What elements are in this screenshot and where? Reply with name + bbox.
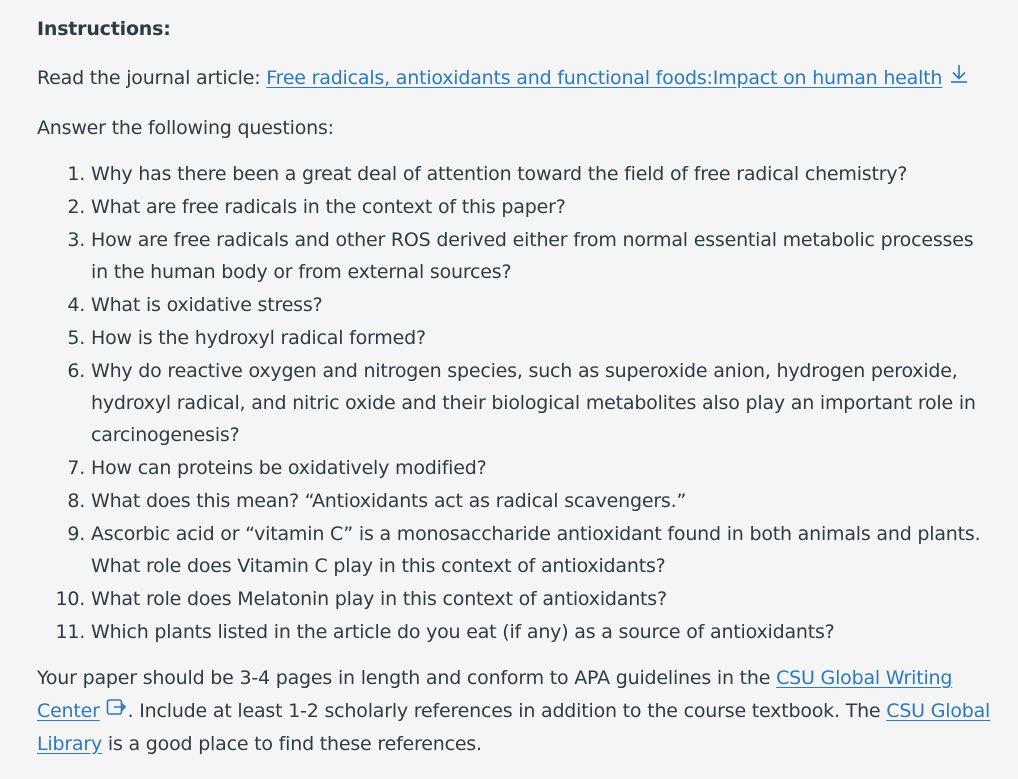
question-item: 2. What are free radicals in the context of this paper? — [91, 191, 996, 223]
read-prefix-text: Read the journal article: — [37, 67, 267, 89]
question-item: 8. What does this mean? “Antioxidants act as radical scavengers.” — [91, 485, 996, 517]
question-item: 3. How are free radicals and other ROS derived either from normal essential metabolic processes in the human body or from external sources? — [91, 224, 996, 288]
question-item: 9. Ascorbic acid or “vitamin C” is a monosaccharide antioxidant found in both animals and plants. What role does Vitamin C play in this context of antioxidants? — [91, 518, 996, 582]
writing-center-link[interactable]: CSU Global Writing Center — [37, 666, 953, 722]
question-list — [37, 158, 996, 648]
library-link[interactable]: CSU Global Library — [37, 699, 991, 755]
question-item: 4. What is oxidative stress? — [91, 289, 996, 321]
paper-prefix-text: Your paper should be 3-4 pages in length and conform to APA guidelines in the — [37, 666, 777, 689]
question-item: 5. How is the hydroxyl radical formed? — [91, 322, 996, 354]
read-article-paragraph — [37, 62, 996, 95]
question-item: 6. Why do reactive oxygen and nitrogen species, such as superoxide anion, hydrogen peroxide, hydroxyl radical, and nitric oxide and their biological metabolites also play an important role in carcinogenesis? — [91, 355, 996, 451]
article-link[interactable]: Free radicals, antioxidants and functional foods:Impact on human health — [266, 67, 943, 89]
paper-suffix-text: is a good place to find these references. — [102, 732, 482, 755]
question-item: 1. Why has there been a great deal of attention toward the field of free radical chemistry? — [91, 158, 996, 190]
download-icon[interactable] — [948, 63, 970, 95]
instructions-heading: Instructions: — [37, 18, 171, 40]
question-item: 10. What role does Melatonin play in this context of antioxidants? — [91, 583, 996, 615]
paper-requirements-paragraph — [37, 662, 996, 761]
question-item: 11. Which plants listed in the article do you eat (if any) as a source of antioxidants? — [91, 616, 996, 648]
paper-middle-text: . Include at least 1-2 scholarly references in addition to the course textbook. The — [127, 699, 887, 722]
external-link-icon[interactable] — [106, 695, 128, 728]
question-item: 7. How can proteins be oxidatively modified? — [91, 452, 996, 484]
answer-prompt: Answer the following questions: — [37, 116, 334, 139]
